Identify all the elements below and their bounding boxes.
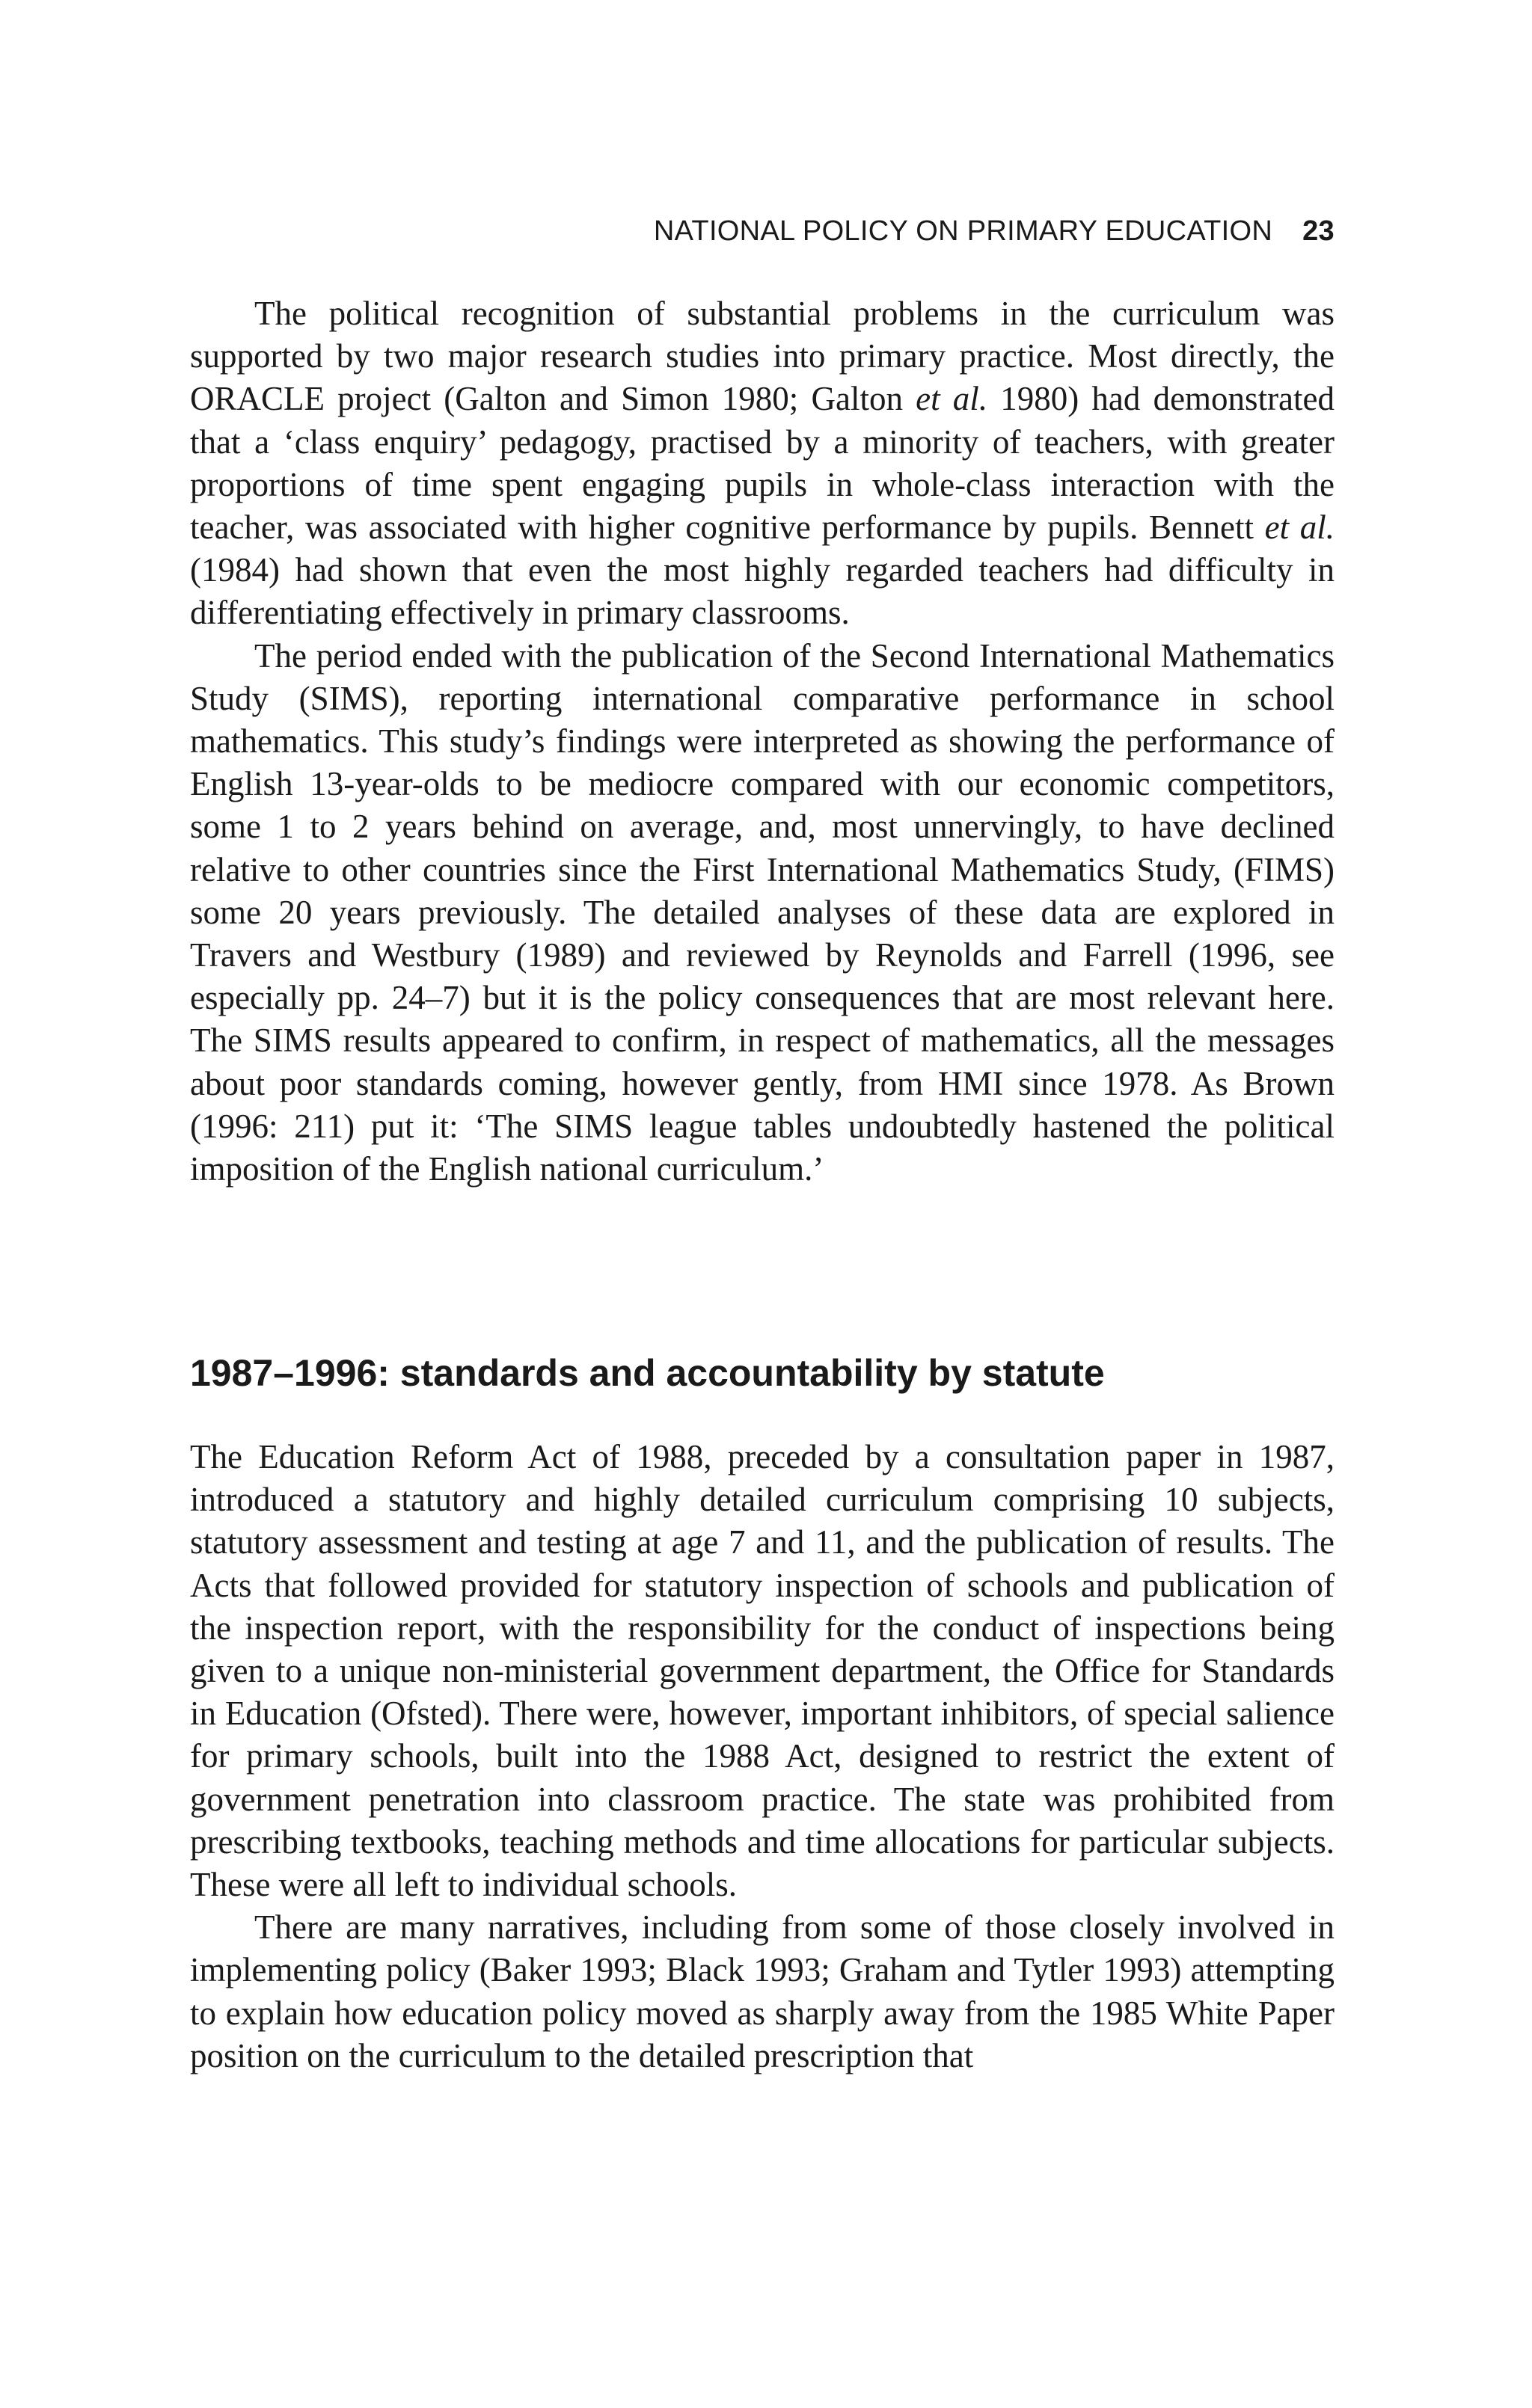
body-text-bottom — [190, 1436, 1335, 2077]
section-heading: 1987–1996: standards and accountability by statute — [190, 1352, 1105, 1394]
paragraph-text: The political recognition of substantial problems in the curriculum was supported by two major research studies into primary practice. Most directly, the ORACLE project (Galton and Simon 1980; Galton — [190, 295, 1335, 418]
citation-italic: et al. — [916, 380, 988, 418]
running-head — [190, 212, 1335, 250]
paragraph-text: (1984) had shown that even the most highly regarded teachers had difficulty in differentiating effectively in primary classrooms. — [190, 551, 1335, 632]
paragraph-text: 1980) had demonstrated that a ‘class enquiry’ pedagogy, practised by a minority of teachers, with greater proportions of time spent engaging pupils in whole-class interaction with the teacher, was associated with higher cognitive performance by pupils. Bennett — [190, 380, 1335, 547]
paragraph: The period ended with the publication of the Second International Mathematics Study (SIMS), reporting international comparative performance in school mathematics. This study’s findings were interpreted as showing the performance of English 13-year-olds to be mediocre compared with our economic competitors, some 1 to 2 years behind on average, and, most unnervingly, to have declined relative to other countries since the First International Mathematics Study, (FIMS) some 20 years previously. The detailed analyses of these data are explored in Travers and Westbury (1989) and reviewed by Reynolds and Farrell (1996, see especially pp. 24–7) but it is the policy consequences that are most relevant here. The SIMS results appeared to confirm, in respect of mathematics, all the messages about poor standards coming, however gently, from HMI since 1978. As Brown (1996: 211) put it: ‘The SIMS league tables undoubtedly hastened the political imposition of the English national curriculum.’ — [190, 636, 1335, 1188]
citation-italic: et al. — [1264, 509, 1335, 547]
paragraph: The Education Reform Act of 1988, preceded by a consultation paper in 1987, introduced a statutory and highly detailed curriculum comprising 10 subjects, statutory assessment and testing at age 7 and 11, and the publication of results. The Acts that followed provided for statutory inspection of schools and publication of the inspection report, with the responsibility for the conduct of inspections being given to a unique non-ministerial government department, the Office for Standards in Education (Ofsted). There were, however, important inhibitors, of special salience for primary schools, built into the 1988 Act, designed to restrict the extent of government penetration into classroom practice. The state was prohibited from prescribing textbooks, teaching methods and time allocations for particular subjects. These were all left to individual schools. — [190, 1438, 1335, 1904]
page-number: 23 — [1302, 215, 1335, 247]
paragraph — [190, 292, 1335, 635]
running-head-title: NATIONAL POLICY ON PRIMARY EDUCATION — [653, 215, 1273, 247]
body-text-top — [190, 292, 1335, 1191]
paragraph: There are many narratives, including from some of those closely involved in implementing policy (Baker 1993; Black 1993; Graham and Tytler 1993) attempting to explain how education policy moved as sharply away from the 1985 White Paper position on the curriculum to the detailed prescription that — [190, 1908, 1335, 2074]
